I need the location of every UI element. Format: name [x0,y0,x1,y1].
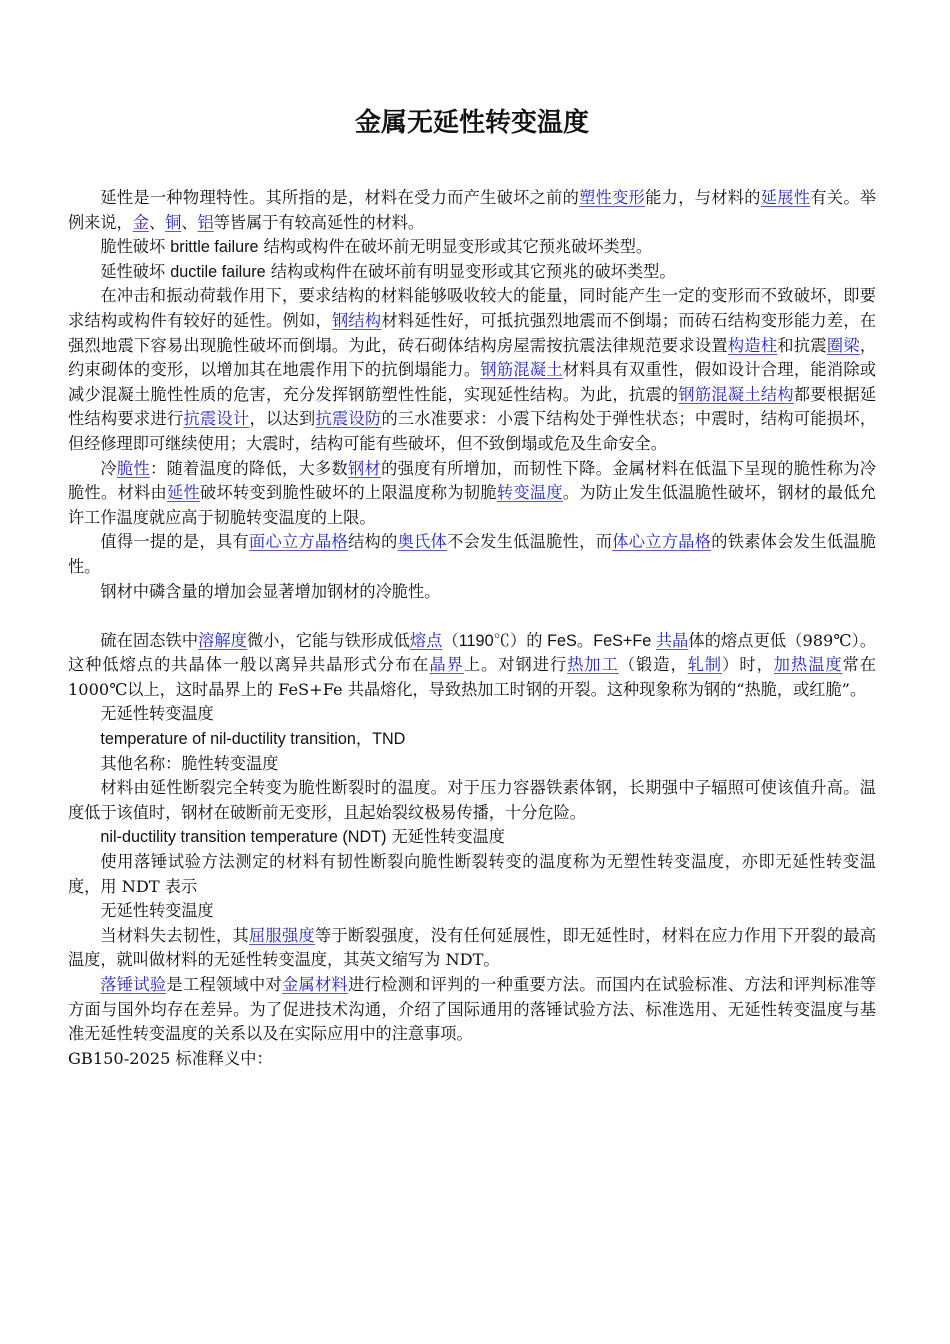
term-link[interactable]: 延性 [166,483,200,503]
paragraph-text: 进行检测和评判的一种重要方法。而国内在试验标准、方法和评判标准等方面与国外均存在差异。为了促进技术沟通，介绍了国际通用的落锤试验方法、标准选用、无延性转变温度与基准无延性转变温度的关系以及在实际应用中的注意事项。 [68,975,877,1044]
paragraph-text: 常在 1000℃以上，这时晶界上的 FeS+Fe 共晶熔化，导致热加工时钢的开裂。这种现象称为钢的“热脆，或红脆”。 [68,655,877,699]
paragraph-text: 结构或构件在破坏前无明显变形或其它预兆破坏类型。 [258,237,653,257]
latin-text: ductile failure [170,262,266,281]
paragraph-text: 体的熔点更低（989℃）。这种低熔点的共晶体一般以离异共晶形式分布在 [68,630,877,675]
paragraph [68,899,876,924]
term-link[interactable]: 屈服强度 [248,925,316,945]
paragraph-text: 上。对钢进行 [463,655,568,675]
paragraph-text: ）时， [722,655,774,675]
document-page [68,100,876,1071]
paragraph-text: 延性破坏 [100,261,171,281]
paragraph [68,530,876,579]
paragraph-text: 不会发生低温脆性，而 [447,532,613,552]
term-link[interactable]: 晶界 [429,655,464,675]
paragraph-text: ：随着温度的降低，大多数 [149,458,349,478]
term-link[interactable]: 奥氏体 [397,532,448,552]
latin-text: temperature of nil-ductility transition，TND [100,730,406,749]
paragraph [68,186,876,235]
paragraph [68,284,876,456]
paragraph-text: 使用落锤试验方法测定的材料有韧性断裂向脆性断裂转变的温度称为无塑性转变温度，亦即无延性转变温度，用 NDT 表示 [68,852,876,896]
paragraph-text: 无延性转变温度 [100,901,214,921]
paragraph [68,850,876,899]
paragraph-text: （锻造， [618,655,688,675]
term-link[interactable]: 钢结构 [331,310,382,330]
term-link[interactable]: 钢筋混凝土结构 [678,384,794,404]
paragraph-text: 材料延性好，可抵抗强烈地震而不倒塌；而砖石结构变形能力差，在强烈地震下容易出现脆性破坏而倒塌。为此，砖石砌体结构房屋需按抗震法律规范要求设置 [68,310,877,355]
paragraph-text: 无延性转变温度 [100,704,214,724]
latin-text: brittle failure [170,238,259,257]
paragraph-text: GB150-2025 标准释义中： [68,1048,273,1068]
paragraph-text: 的三水准要求：小震下结构处于弹性状态；中震时，结构可能损坏，但经修理即可继续使用；大震时，结构可能有些破坏，但不致倒塌或危及生命安全。 [68,409,877,453]
paragraph-text: ，以达到 [249,409,316,429]
latin-text: （1190℃）的 FeS。FeS+Fe [442,631,656,650]
term-link[interactable]: 体心立方晶格 [612,532,712,552]
paragraph [68,776,876,825]
paragraph-text: 钢材中磷含量的增加会显著增加钢材的冷脆性。 [100,581,441,601]
paragraph-text: 微小，它能与铁形成低 [247,630,410,650]
term-link[interactable]: 轧制 [687,655,723,675]
paragraph [68,752,876,777]
paragraph-text: 、 [181,212,198,232]
paragraph-text: 无延性转变温度 [386,827,505,847]
paragraph-text: 是工程领域中对 [166,975,283,994]
paragraph-text: 冷 [100,458,117,478]
paragraph-text: 。为防止发生低温脆性破坏，钢材的最低允许工作温度就应高于韧脆转变温度的上限。 [68,483,877,527]
term-link[interactable]: 溶解度 [198,630,247,650]
term-link[interactable]: 钢筋混凝土 [480,360,563,380]
paragraph-text: 和抗震 [777,335,827,355]
term-link[interactable]: 脆性 [116,458,150,478]
term-link[interactable]: 热加工 [567,655,619,675]
paragraph-text: 结构的 [348,532,398,552]
paragraph-text: 脆性破坏 [100,237,171,257]
paragraph-text: 材料由延性断裂完全转变为脆性断裂时的温度。对于压力容器铁素体钢，长期强中子辐照可使该值升高。温度低于该值时，钢材在破断前无变形，且起始裂纹极易传播，十分危险。 [68,778,876,822]
term-link[interactable]: 铝 [197,212,214,232]
paragraph [68,580,876,605]
paragraph-text: 硫在固态铁中 [100,630,199,650]
term-link[interactable]: 延展性 [760,188,811,207]
term-link[interactable]: 抗震设计 [183,409,250,429]
term-link[interactable]: 钢材 [348,458,382,478]
paragraph-text: 当材料失去韧性，其 [100,925,249,945]
blank-line [68,604,876,629]
term-link[interactable]: 圈梁 [826,335,860,355]
term-link[interactable]: 抗震设防 [315,409,382,429]
term-link[interactable]: 金属材料 [282,975,349,994]
term-link[interactable]: 构造柱 [727,335,778,355]
paragraph-text: 值得一提的是，具有 [100,532,249,552]
paragraph [68,924,876,973]
term-link[interactable]: 金 [132,212,149,232]
latin-text: nil-ductility transition temperature (NDT) [100,828,387,847]
paragraph [68,727,876,752]
paragraph [68,1047,876,1072]
paragraph-text: 都要根据延性结构要求进行 [68,384,877,429]
paragraph-text: 的铁素体会发生低温脆性。 [68,532,877,576]
paragraph-text: 能力，与材料的 [645,188,761,207]
paragraph-text: 的强度有所增加，而韧性下降。金属材料在低温下呈现的脆性称为冷脆性。材料由 [68,458,877,503]
paragraph [68,825,876,850]
term-link[interactable]: 落锤试验 [100,975,167,994]
paragraph [68,629,876,703]
term-link[interactable]: 塑性变形 [579,188,646,207]
paragraph-text: 在冲击和振动荷载作用下，要求结构的材料能够吸收较大的能量，同时能产生一定的变形而不致破坏，即要求结构或构件有较好的延性。例如， [68,286,876,330]
paragraph-text: 结构或构件在破坏前有明显变形或其它预兆的破坏类型。 [265,261,676,281]
paragraph-text: 破坏转变到脆性破坏的上限温度称为韧脆 [199,483,497,503]
term-link[interactable]: 共晶 [655,630,689,650]
paragraph-text: ，约束砌体的变形，以增加其在地震作用下的抗倒塌能力。 [68,335,877,380]
term-link[interactable]: 铜 [165,212,182,232]
paragraph [68,973,876,1047]
paragraph-text: 等于断裂强度，没有任何延展性，即无延性时，材料在应力作用下开裂的最高温度，就叫做材料的无延性转变温度，其英文缩写为 NDT。 [68,925,877,970]
paragraph [68,457,876,531]
paragraph [68,235,876,260]
paragraph-text: 材料具有双重性，假如设计合理，能消除或减少混凝土脆性性质的危害，充分发挥钢筋塑性性能，实现延性结构。为此，抗震的 [68,360,877,404]
paragraph [68,260,876,285]
term-link[interactable]: 熔点 [409,630,443,650]
paragraph [68,702,876,727]
paragraph-text: 延性是一种物理特性。其所指的是，材料在受力而产生破坏之前的 [100,188,580,207]
paragraph-text: 其他名称：脆性转变温度 [100,753,279,773]
document-body [68,186,876,1071]
page-title: 金属无延性转变温度 [354,108,589,138]
paragraph-text: 、 [148,212,166,232]
paragraph-text: 有关。举例来说， [68,188,877,232]
term-link[interactable]: 转变温度 [496,483,563,503]
term-link[interactable]: 面心立方晶格 [248,532,349,552]
term-link[interactable]: 加热温度 [773,655,843,675]
paragraph-text: 等皆属于有较高延性的材料。 [213,212,425,232]
